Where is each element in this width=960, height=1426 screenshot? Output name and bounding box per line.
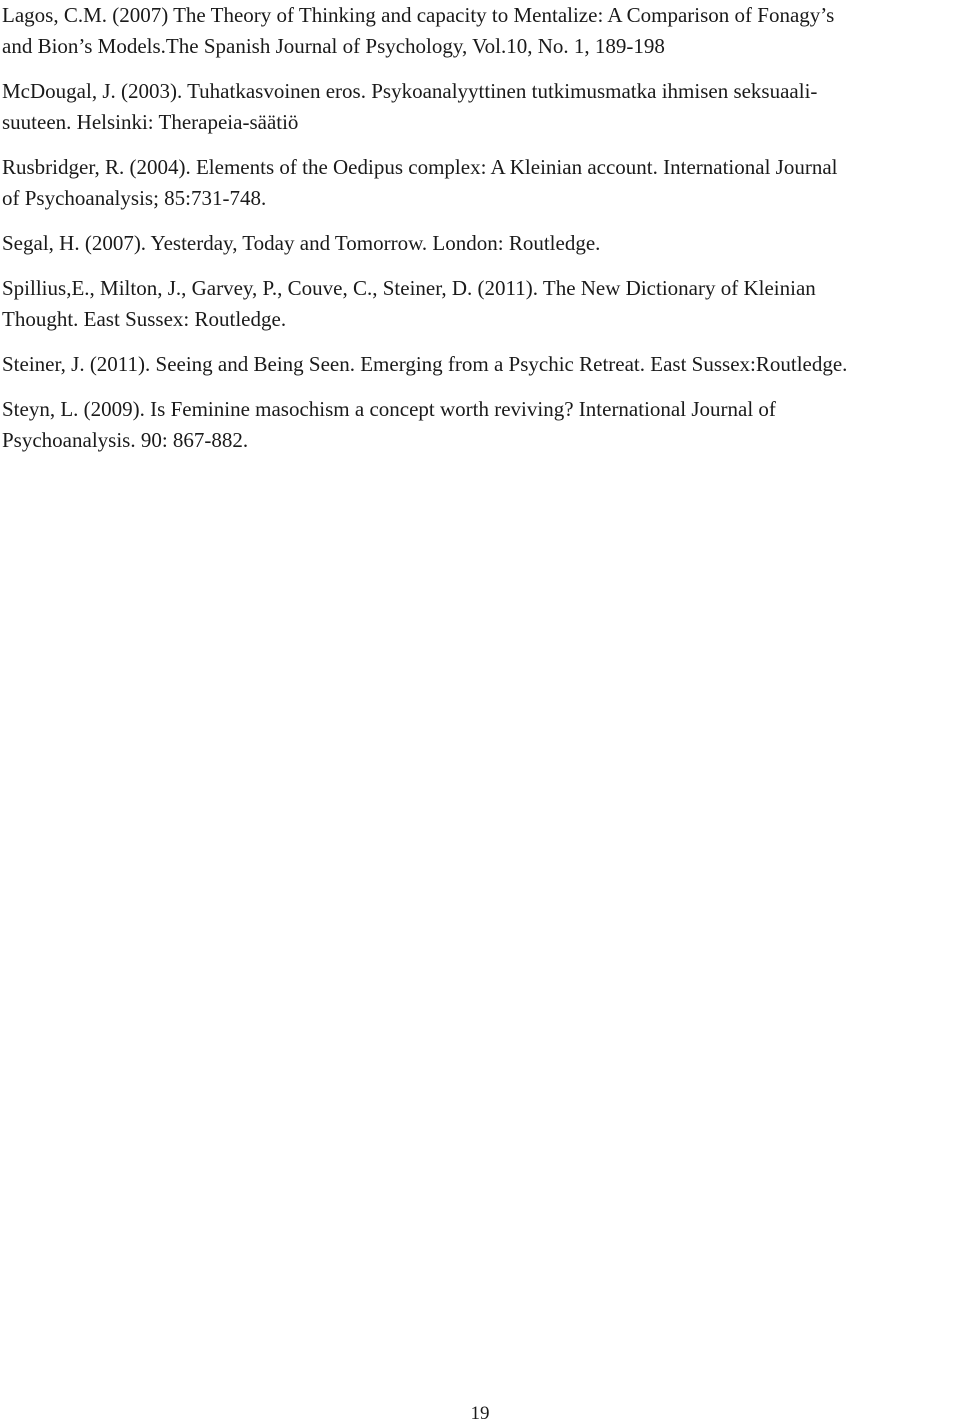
reference-line: McDougal, J. (2003). Tuhatkasvoinen eros. Psykoanalyyttinen tutkimusmatka ihmisen seksuaali- bbox=[2, 79, 818, 103]
reference-line: Steyn, L. (2009). Is Feminine masochism a concept worth reviving? International Journal of bbox=[2, 397, 776, 421]
reference-line: and Bion’s Models.The Spanish Journal of Psychology, Vol.10, No. 1, 189-198 bbox=[2, 34, 665, 58]
reference-entry-mcdougal bbox=[2, 76, 960, 138]
reference-entry-lagos bbox=[2, 0, 960, 62]
reference-entry-rusbridger bbox=[2, 152, 960, 214]
reference-list bbox=[2, 0, 960, 470]
reference-line: Steiner, J. (2011). Seeing and Being Seen. Emerging from a Psychic Retreat. East Sussex:Routledge. bbox=[2, 352, 848, 376]
reference-entry-steyn bbox=[2, 394, 960, 456]
reference-entry-spillius bbox=[2, 273, 960, 335]
reference-line: of Psychoanalysis; 85:731-748. bbox=[2, 186, 267, 210]
reference-line: Psychoanalysis. 90: 867-882. bbox=[2, 428, 249, 452]
page-number: 19 bbox=[470, 1403, 490, 1424]
reference-entry-segal bbox=[2, 228, 960, 259]
reference-line: Spillius,E., Milton, J., Garvey, P., Couve, C., Steiner, D. (2011). The New Dictionary of Kleinian bbox=[2, 276, 816, 300]
reference-line: Rusbridger, R. (2004). Elements of the Oedipus complex: A Kleinian account. International Journal bbox=[2, 155, 838, 179]
reference-line: Thought. East Sussex: Routledge. bbox=[2, 307, 287, 331]
reference-line: suuteen. Helsinki: Therapeia-säätiö bbox=[2, 110, 299, 134]
reference-entry-steiner bbox=[2, 349, 960, 380]
reference-line: Segal, H. (2007). Yesterday, Today and Tomorrow. London: Routledge. bbox=[2, 231, 601, 255]
reference-line: Lagos, C.M. (2007) The Theory of Thinking and capacity to Mentalize: A Comparison of Fonagy’s bbox=[2, 3, 835, 27]
